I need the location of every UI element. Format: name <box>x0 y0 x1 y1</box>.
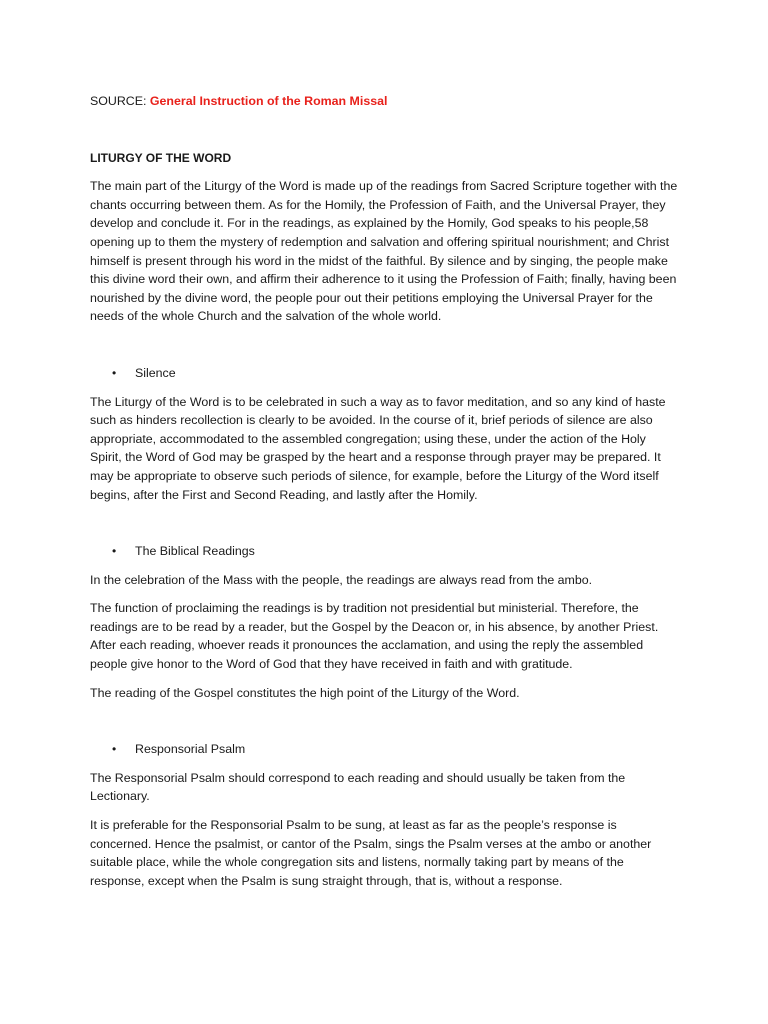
section-heading: LITURGY OF THE WORD <box>90 150 232 165</box>
bullet-icon: • <box>112 544 117 559</box>
bullet-label: The Biblical Readings <box>135 544 255 559</box>
bullet-item-biblical-readings <box>90 542 680 561</box>
readings-paragraph-3: The reading of the Gospel constitutes the high point of the Liturgy of the Word. <box>90 685 520 700</box>
bullet-label: Responsorial Psalm <box>135 742 246 757</box>
bullet-item-silence <box>90 364 680 383</box>
bullet-label: Silence <box>135 365 176 380</box>
source-link[interactable]: General Instruction of the Roman Missal <box>149 94 388 108</box>
document-page <box>90 92 680 890</box>
psalm-paragraph-2: It is preferable for the Responsorial Psalm to be sung, at least as far as the people’s response is concerned. Hence the psalmist, or cantor of the Psalm, sings the Psalm verses at the ambo or another suitable place, while the whole congregation sits and listens, normally taking part by means of the response, except when the Psalm is sung straight through, that is, without a response. <box>90 818 652 888</box>
readings-paragraph-2: The function of proclaiming the readings is by tradition not presidential but ministerial. Therefore, the readings are to be read by a reader, but the Gospel by the Deacon or, in his absence, by another Priest. After each reading, whoever reads it pronounces the acclamation, and using the reply the assembled people give honor to the Word of God that they have received in faith and with gratitude. <box>90 601 659 672</box>
source-label: SOURCE: <box>90 94 150 108</box>
intro-paragraph: The main part of the Liturgy of the Word is made up of the readings from Sacred Scripture together with the chants occurring between them. As for the Homily, the Profession of Faith, and the Universal Prayer, they develop and conclude it. For in the readings, as explained by the Homily, God speaks to his people,58 opening up to them the mystery of redemption and salvation and offering spiritual nourishment; and Christ himself is present through his word in the midst of the faithful. By silence and by singing, the people make this divine word their own, and affirm their adherence to it using the Profession of Faith; finally, having been nourished by the divine word, the people pour out their petitions employing the Universal Prayer for the needs of the whole Church and the salvation of the whole world. <box>90 179 678 324</box>
bullet-icon: • <box>112 742 117 757</box>
psalm-paragraph-1: The Responsorial Psalm should correspond to each reading and should usually be taken from the Lectionary. <box>90 770 626 804</box>
bullet-icon: • <box>112 365 117 380</box>
readings-paragraph-1: In the celebration of the Mass with the people, the readings are always read from the ambo. <box>90 572 593 587</box>
silence-paragraph: The Liturgy of the Word is to be celebrated in such a way as to favor meditation, and so any kind of haste such as hinders recollection is clearly to be avoided. In the course of it, brief periods of silence are also appropriate, accommodated to the assembled congregation; using these, under the action of the Holy Spirit, the Word of God may be grasped by the heart and a response through prayer may be prepared. It may be appropriate to observe such periods of silence, for example, before the Liturgy of the Word itself begins, after the First and Second Reading, and lastly after the Homily. <box>90 394 666 502</box>
source-line <box>90 92 680 111</box>
bullet-item-responsorial-psalm <box>90 740 680 759</box>
